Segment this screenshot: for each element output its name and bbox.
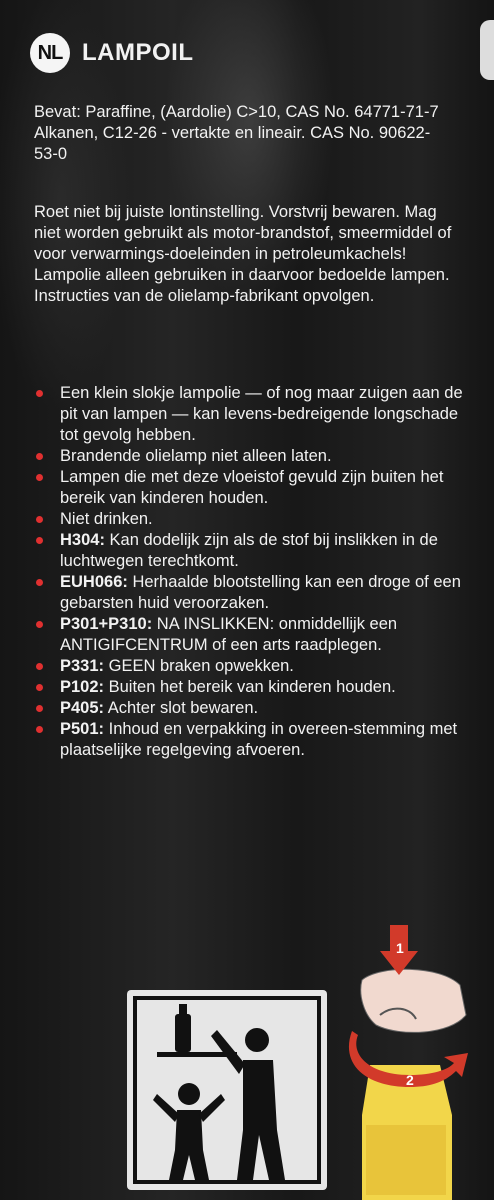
- bullet-icon: [36, 516, 43, 523]
- list-item: P102: Buiten het bereik van kinderen houden.: [34, 677, 464, 698]
- list-item: Lampen die met deze vloeistof gevuld zijn buiten het bereik van kinderen houden.: [34, 467, 464, 509]
- list-item: Een klein slokje lampolie — of nog maar zuigen aan de pit van lampen — kan levens-bedreigende longschade tot gevolg hebben.: [34, 383, 464, 446]
- bullet-icon: [36, 579, 43, 586]
- keep-away-from-children-pictogram: [127, 990, 327, 1190]
- bullet-icon: [36, 705, 43, 712]
- child-safety-cap-instructions: [340, 925, 480, 1200]
- bullet-icon: [36, 663, 43, 670]
- usage-warning-text: Roet niet bij juiste lontinstelling. Vorstvrij bewaren. Mag niet worden gebruikt als motor-brandstof, smeermiddel of voor verwarmings-doeleinden in petroleumkachels! Lampolie alleen gebruiken in daarvoor bedoelde lampen. Instructies van de olielamp-fabrikant opvolgen.: [34, 203, 452, 305]
- child-adult-bottle-icon: [127, 990, 327, 1190]
- language-badge: NL: [30, 33, 70, 73]
- list-item: P301+P310: NA INSLIKKEN: onmiddellijk een ANTIGIFCENTRUM of een arts raadplegen.: [34, 614, 464, 656]
- list-item: Niet drinken.: [34, 509, 464, 530]
- bullet-icon: [36, 453, 43, 460]
- list-item: P331: GEEN braken opwekken.: [34, 656, 464, 677]
- bullet-icon: [36, 726, 43, 733]
- step-label: 1: [396, 940, 404, 956]
- bullet-icon: [36, 537, 43, 544]
- push-and-turn-icon: [340, 925, 480, 1200]
- list-item: P501: Inhoud en verpakking in overeen-stemming met plaatselijke regelgeving afvoeren.: [34, 719, 464, 761]
- list-item: Brandende olielamp niet alleen laten.: [34, 446, 464, 467]
- list-item: EUH066: Herhaalde blootstelling kan een droge of een gebarsten huid veroorzaken.: [34, 572, 464, 614]
- bullet-icon: [36, 684, 43, 691]
- step-label: 2: [406, 1072, 414, 1088]
- bullet-icon: [36, 390, 43, 397]
- product-title: LAMPOIL: [82, 39, 194, 66]
- bullet-icon: [36, 621, 43, 628]
- composition-text: Bevat: Paraffine, (Aardolie) C>10, CAS No. 64771-71-7 Alkanen, C12-26 - vertakte en lineair. CAS No. 90622-53-0: [34, 103, 439, 163]
- list-item: H304: Kan dodelijk zijn als de stof bij inslikken in de luchtwegen terechtkomt.: [34, 530, 464, 572]
- label-header: [30, 30, 194, 76]
- bullet-icon: [36, 474, 43, 481]
- bottle-edge: [480, 20, 494, 80]
- hazard-list: [34, 383, 464, 761]
- list-item: P405: Achter slot bewaren.: [34, 698, 464, 719]
